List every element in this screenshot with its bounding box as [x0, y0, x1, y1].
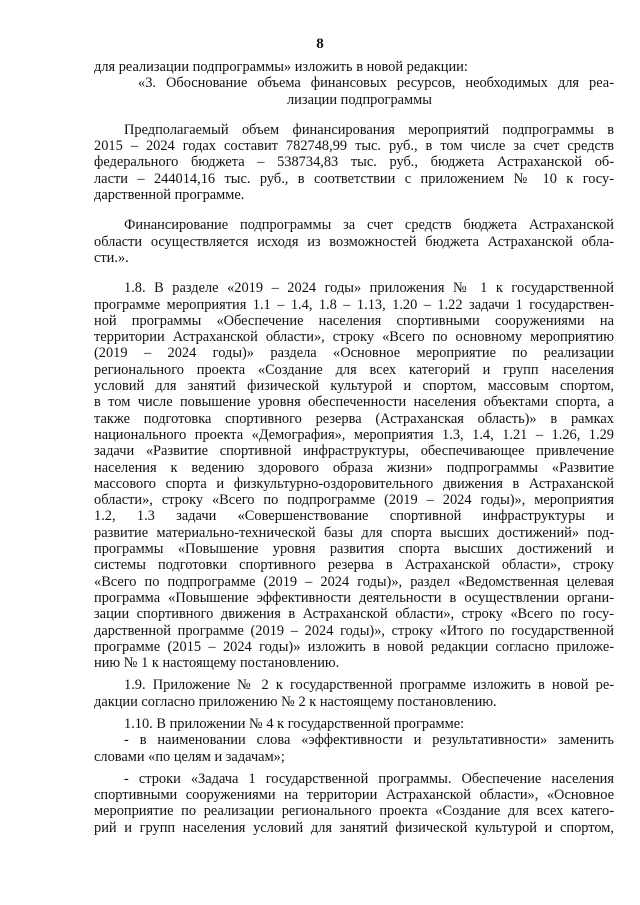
text-line: программы «Повышение уровня развития спорта высших достижений и [94, 541, 614, 558]
document-body [94, 59, 614, 836]
text-line: - в наименовании слова «эффективности и результативности» заменить [124, 732, 614, 749]
paragraph-gap [94, 266, 614, 280]
text-line: ласти – 244014,16 тыс. руб., в соответствии с приложением № 10 к госу- [94, 170, 614, 187]
text-line: - строки «Задача 1 государственной программы. Обеспечение населения [124, 770, 614, 787]
paragraph-gap [94, 108, 614, 122]
text-line: системы подготовки спортивного резерва в Астраханской области», строку [94, 557, 614, 574]
text-line: словами «по целям и задачам»; [94, 748, 285, 765]
page-number: 8 [316, 36, 324, 52]
text-line: развитие материально-технической базы для спорта высших достижений» под- [94, 524, 614, 541]
text-line: спортивными сооружениями на территории Астраханской области», «Основное [94, 787, 614, 804]
text-line: 1.9. Приложение № 2 к государственной программе изложить в новой ре- [124, 677, 614, 694]
text-line: 1.2, 1.3 задачи «Совершенствование спортивной инфраструктуры и [94, 508, 614, 525]
text-line: Финансирование подпрограммы за счет средств бюджета Астраханской [124, 217, 614, 234]
text-line: регионального проекта «Создание для всех категорий и групп населения [94, 361, 614, 378]
text-line: для реализации подпрограммы» изложить в новой редакции: [94, 59, 468, 75]
text-line: условий для занятий физической культурой и спортом, массовым спортом, [94, 378, 614, 395]
text-line: ной программы «Обеспечение населения спортивными сооружениями на [94, 312, 614, 329]
text-line: «3. Обоснование объема финансовых ресурсов, необходимых для реа- [138, 75, 614, 92]
text-line: 1.8. В разделе «2019 – 2024 годы» приложения № 1 к государственной [124, 280, 614, 297]
text-line: 1.10. В приложении № 4 к государственной программе: [124, 715, 465, 732]
text-line: 2015 – 2024 годах составит 782748,99 тыс. руб., в том числе за счет средств [94, 138, 614, 155]
text-line: области», строку «Всего по подпрограмме (2019 – 2024 годы)», мероприятия [94, 492, 614, 509]
text-line: дарственной программе. [94, 187, 245, 204]
text-line: населения к ведению здорового образа жизни» подпрограммы «Развитие [94, 459, 614, 476]
text-line: в том числе повышение уровня обеспеченности населения объектами спорта, а [94, 394, 614, 411]
text-line: национального проекта «Демография», мероприятия 1.3, 1.4, 1.21 – 1.26, 1.29 [94, 426, 614, 443]
text-line: «Всего по подпрограмме (2019 – 2024 годы)», раздел «Ведомственная целевая [94, 573, 614, 590]
text-line: федерального бюджета – 538734,83 тыс. руб., бюджета Астраханской об- [94, 154, 614, 171]
text-line: нию № 1 к настоящему постановлению. [94, 655, 340, 672]
text-line: программе (2015 – 2024 годы)» изложить в новой редакции согласно приложе- [94, 638, 614, 655]
text-line: массового спорта и физкультурно-оздоровительного движения в Астраханской [94, 475, 614, 492]
text-line: зации спортивного движения в Астраханской области», строку «Всего по госу- [94, 606, 614, 623]
text-line: территории Астраханской области», строку «Всего по основному мероприятию [94, 329, 614, 346]
paragraph-gap [94, 203, 614, 217]
text-line: области осуществляется исходя из возможностей бюджета Астраханской обла- [94, 233, 614, 250]
text-line: дакции согласно приложению № 2 к настоящему постановлению. [94, 693, 497, 710]
text-line: сти.». [94, 249, 129, 266]
text-line: мероприятие по реализации регионального проекта «Создание для всех катего- [94, 803, 614, 820]
text-line: рий и групп населения условий для занятий физической культурой и спортом, [94, 819, 614, 836]
text-line: (2019 – 2024 годы)» раздела «Основное мероприятие по реализации [94, 345, 614, 362]
text-line: программа «Повышение эффективности деятельности в осуществлении органи- [94, 589, 614, 606]
text-line: дарственной программе (2019 – 2024 годы)», строку «Итого по государственной [94, 622, 614, 639]
text-line: Предполагаемый объем финансирования мероприятий подпрограммы в [124, 121, 614, 138]
text-line: также подготовка спортивного резерва (Астраханская область)» в рамках [94, 410, 614, 427]
text-line: задачи «Развитие спортивной инфраструктуры, обеспечивающее привлечение [94, 443, 614, 460]
text-line: лизации подпрограммы [287, 91, 432, 108]
text-line: программе мероприятия 1.1 – 1.4, 1.8 – 1.13, 1.20 – 1.22 задачи 1 государствен- [94, 296, 614, 313]
